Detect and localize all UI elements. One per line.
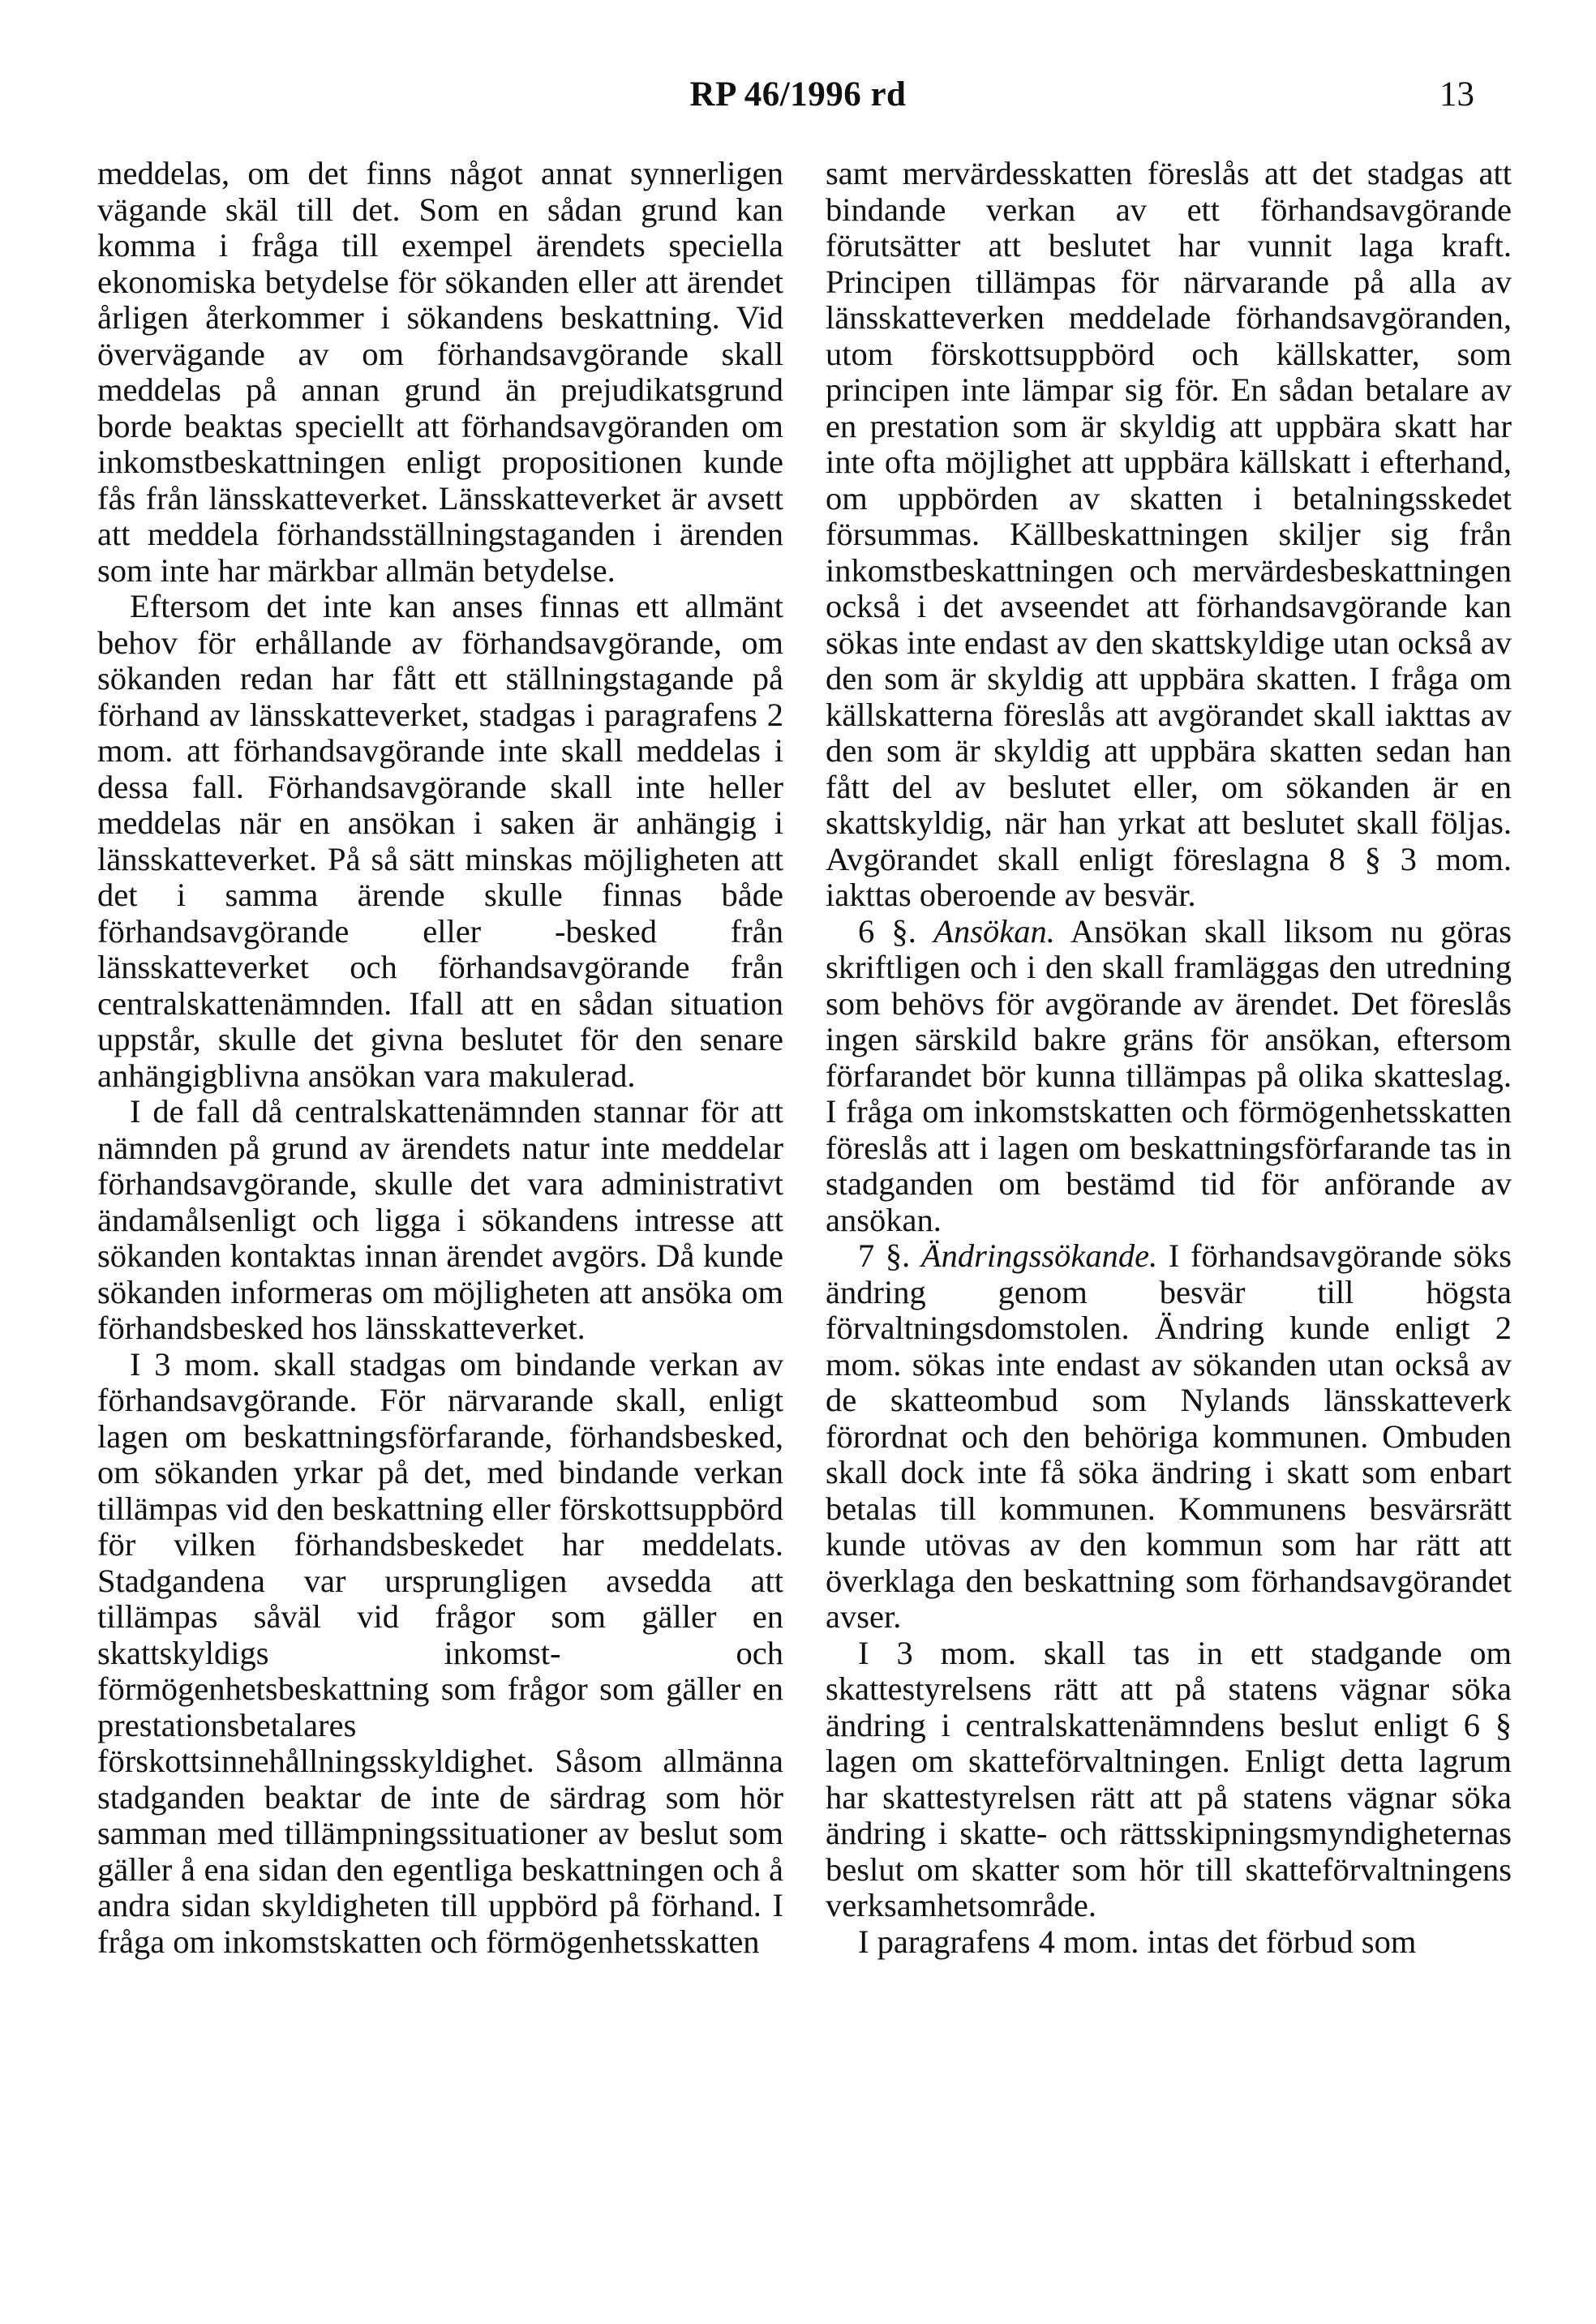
paragraph: I de fall då centralskattenämnden stannar för att nämnden på grund av ärendets natur inte meddelar förhandsavgörande, skulle det vara administrativt ändamålsenligt och ligga i sökandens intresse att sökanden kontaktas innan ärendet avgörs. Då kunde sökanden informeras om möjligheten att ansöka om förhandsbesked hos länsskatteverket. (97, 1093, 783, 1346)
paragraph: I paragrafens 4 mom. intas det förbud som (858, 1923, 1417, 1960)
page-number: 13 (1439, 75, 1474, 114)
section-heading: Ändringssökande. (920, 1237, 1158, 1274)
section-number: 7 §. (858, 1237, 921, 1274)
paragraph: Eftersom det inte kan anses finnas ett allmänt behov för erhållande av förhandsavgörande, om sökanden redan har fått ett ställningstagande på förhand av länsskatteverket, stadgas i paragrafens 2 mom. att förhandsavgörande inte skall meddelas i dessa fall. Förhandsavgörande skall inte heller meddelas när en ansökan i saken är anhängig i länsskatteverket. På så sätt minskas möjligheten att det i samma ärende skulle finnas både förhandsavgörande eller -besked från länsskatteverket och förhandsavgörande från centralskattenämnden. Ifall att en sådan situation uppstår, skulle det givna beslutet för den senare anhängigblivna ansökan vara makulerad. (97, 588, 783, 1094)
section-heading: Ansökan. (933, 912, 1055, 950)
paragraph: I 3 mom. skall stadgas om bindande verkan av förhandsavgörande. För närvarande skall, enligt lagen om beskattningsförfarande, förhandsbesked, om sökanden yrkar på det, med bindande verkan tillämpas vid den beskattning eller förskottsuppbörd för vilken förhandsbeskedet har meddelats. Stadgandena var ursprungligen avsedda att tillämpas såväl vid frågor som gäller en skattskyldigs inkomst- och förmögenhetsbeskattning som frågor som gäller en prestationsbetalares förskottsinnehållningsskyldighet. Såsom allmänna stadganden beaktar de inte de särdrag som hör samman med tillämpningssituationer av beslut som gäller å ena sidan den egentliga beskattningen och å andra sidan skyldigheten till uppbörd på förhand. I fråga om inkomstskatten och förmögenhetsskatten (97, 1345, 783, 1960)
page-header (0, 75, 1596, 123)
paragraph: meddelas, om det finns något annat synnerligen vägande skäl till det. Som en sådan grund kan komma i fråga till exempel ärendets speciella ekonomiska betydelse för sökanden eller att ärendet årligen återkommer i sökandens beskattning. Vid övervägande av om förhandsavgörande skall meddelas på annan grund än prejudikatsgrund borde beaktas speciellt att förhandsavgöranden om inkomstbeskattningen enligt propositionen kunde fås från länsskatteverket. Länsskatteverket är avsett att meddela förhandsställningstaganden i ärenden som inte har märkbar allmän betydelse. (97, 155, 783, 589)
section-text: Ansökan skall liksom nu göras skriftligen och i den skall framläggas den utredning som behövs för avgörande av ärendet. Det föreslås ingen särskild bakre gräns för ansökan, eftersom förfarandet bör kunna tillämpas på olika skatteslag. I fråga om inkomstskatten och förmögenhetsskatten föreslås att i lagen om beskattningsförfarande tas in stadganden om bestämd tid för anförande av ansökan. (826, 912, 1512, 1238)
paragraph: samt mervärdesskatten föreslås att det stadgas att bindande verkan av ett förhandsavgörande förutsätter att beslutet har vunnit laga kraft. Principen tillämpas för närvarande på alla av länsskatteverken meddelade förhandsavgöranden, utom förskottsuppbörd och källskatter, som principen inte lämpar sig för. En sådan betalare av en prestation som är skyldig att uppbära skatt har inte ofta möjlighet att uppbära källskatt i efterhand, om uppbörden av skatten i betalningsskedet försummas. Källbeskattningen skiljer sig från inkomstbeskattningen och mervärdesbeskattningen också i det avseendet att förhandsavgörande kan sökas inte endast av den skattskyldige utan också av den som är skyldig att uppbära skatten. I fråga om källskatterna föreslås att avgörandet skall iakttas av den som är skyldig att uppbära skatten sedan han fått del av beslutet eller, om sökanden är en skattskyldig, när han yrkat att beslutet skall följas. Avgörandet skall enligt föreslagna 8 § 3 mom. iakttas oberoende av besvär. (826, 155, 1512, 913)
section-number: 6 §. (858, 912, 934, 950)
paragraph: I 3 mom. skall tas in ett stadgande om skattestyrelsens rätt att på statens vägnar söka ändring i centralskattenämndens beslut enligt 6 § lagen om skatteförvaltningen. Enligt detta lagrum har skattestyrelsen rätt att på statens vägnar söka ändring i skatte- och rättsskipningsmyndigheternas beslut om skatter som hör till skatteförvaltningens verksamhetsområde. (826, 1634, 1512, 1923)
document-id: RP 46/1996 rd (689, 75, 907, 114)
left-column (97, 156, 783, 1960)
section-text: I förhandsavgörande söks ändring genom besvär till högsta förvaltningsdomstolen. Ändring kunde enligt 2 mom. sökas inte endast av sökanden utan också av de skatteombud som Nylands länsskatteverk förordnat och den behöriga kommunen. Ombuden skall dock inte få söka ändring i skatt som enbart betalas till kommunen. Kommunens besvärsrätt kunde utövas av den kommun som har rätt att överklaga den beskattning som förhandsavgörandet avser. (826, 1237, 1512, 1635)
paragraph-section-7 (826, 1238, 1512, 1636)
paragraph-section-6 (826, 914, 1512, 1239)
right-column (826, 156, 1512, 1960)
